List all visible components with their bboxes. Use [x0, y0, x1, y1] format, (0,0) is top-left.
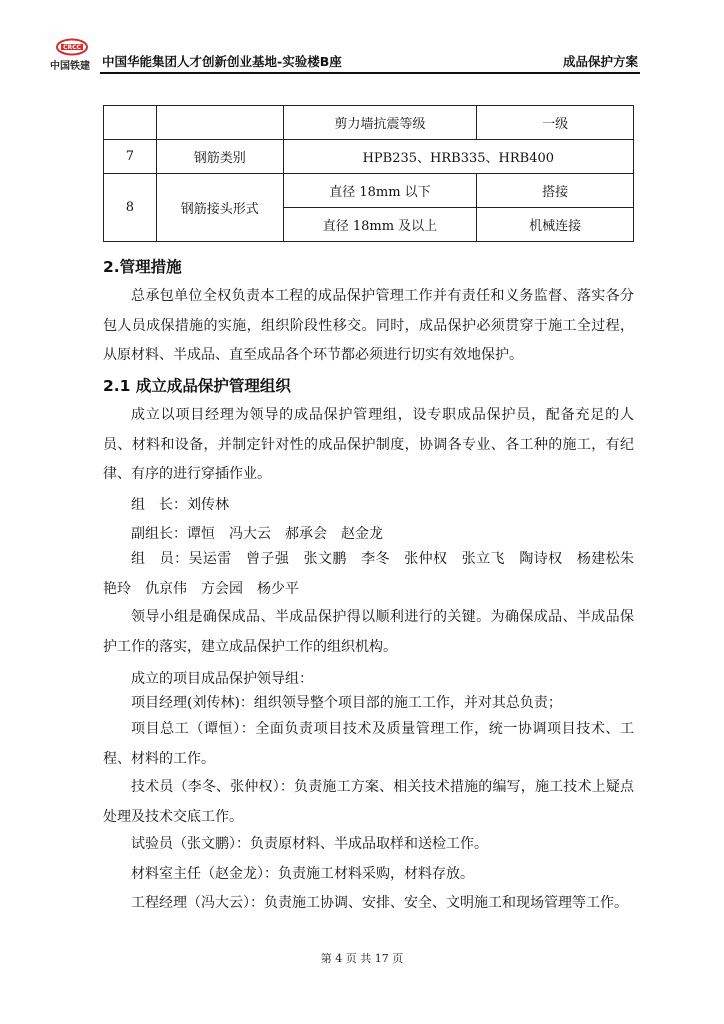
- paragraph-text: 组 员：吴运雷 曾子强 张文鹏 李冬 张仲权 张立飞 陶诗权 杨建松朱艳玲 仇京伟 方会园 杨少平: [103, 551, 634, 597]
- header-rule: [100, 72, 640, 74]
- table-cell: [156, 106, 283, 140]
- group-title: 成立的项目成品保护领导组：: [131, 671, 313, 687]
- table-cell: 搭接: [477, 174, 634, 208]
- logo-text: 中国铁建: [50, 61, 90, 72]
- svg-text:CRCC: CRCC: [63, 44, 81, 52]
- paragraph-text: 项目总工（谭恒）：全面负责项目技术及质量管理工作，统一协调项目技术、工程、材料的工作。: [103, 721, 634, 767]
- company-logo: [50, 38, 92, 70]
- role-item: 试验员（张文鹏）：负责原材料、半成品取样和送检工作。: [131, 836, 488, 852]
- table-cell: 剪力墙抗震等级: [283, 106, 477, 140]
- table-cell: 机械连接: [477, 208, 634, 242]
- table-cell: 一级: [477, 106, 634, 140]
- table-row: [104, 106, 634, 140]
- role-item: 工程经理（冯大云）：负责施工协调、安排、安全、文明施工和现场管理等工作。: [131, 895, 628, 911]
- paragraph-text: 技术员（李冬、张仲权）：负责施工方案、相关技术措施的编写，施工技术上疑点处理及技术交底工作。: [103, 779, 634, 825]
- role-item: [103, 715, 634, 774]
- header-project-title: 中国华能集团人才创新创业基地-实验楼B座: [102, 54, 342, 69]
- section-heading-organization: 2.1 成立成品保护管理组织: [103, 377, 291, 395]
- paragraph-text: 领导小组是确保成品、半成品保护得以顺利进行的关键。为确保成品、半成品保护工作的落实，建立成品保护工作的组织机构。: [103, 609, 634, 655]
- crcc-logo-icon: [56, 38, 88, 56]
- paragraph-text: 成立以项目经理为领导的成品保护管理组，设专职成品保护员，配备充足的人员、材料和设备，并制定针对性的成品保护制度，协调各专业、各工种的施工，有纪律、有序的进行穿插作业。: [103, 407, 634, 482]
- spec-table: [103, 105, 634, 242]
- table-cell: 直径 18mm 及以上: [283, 208, 477, 242]
- table-cell: HPB235、HRB335、HRB400: [283, 140, 633, 174]
- page-number: 第 4 页 共 17 页: [320, 952, 404, 965]
- management-paragraph: [103, 282, 634, 371]
- group-leader: 组 长：刘传林: [131, 497, 229, 513]
- role-item: 材料室主任（赵金龙）：负责施工材料采购，材料存放。: [131, 866, 474, 882]
- section-heading-management: 2.管理措施: [103, 258, 182, 276]
- deputy-leaders: 副组长：谭恒 冯大云 郝承会 赵金龙: [131, 526, 383, 542]
- table-cell: 钢筋接头形式: [156, 174, 283, 242]
- table-cell: 7: [104, 140, 157, 174]
- organization-intro: [103, 401, 634, 490]
- role-item: [103, 773, 634, 832]
- table-cell: 8: [104, 174, 157, 242]
- key-note: [103, 603, 634, 662]
- paragraph-text: 总承包单位全权负责本工程的成品保护管理工作并有责任和义务监督、落实各分包人员成保措施的实施，组织阶段性移交。同时，成品保护必须贯穿于施工全过程，从原材料、半成品、直至成品各个环节都必须进行切实有效地保护。: [103, 288, 634, 363]
- table-row: [104, 174, 634, 208]
- table-cell: 钢筋类别: [156, 140, 283, 174]
- header-document-title: 成品保护方案: [562, 54, 638, 69]
- table-cell: 直径 18mm 以下: [283, 174, 477, 208]
- role-item: 项目经理(刘传林)：组织领导整个项目部的施工工作，并对其总负责；: [131, 695, 562, 711]
- group-members: [103, 545, 634, 604]
- table-row: [104, 140, 634, 174]
- table-cell: [104, 106, 157, 140]
